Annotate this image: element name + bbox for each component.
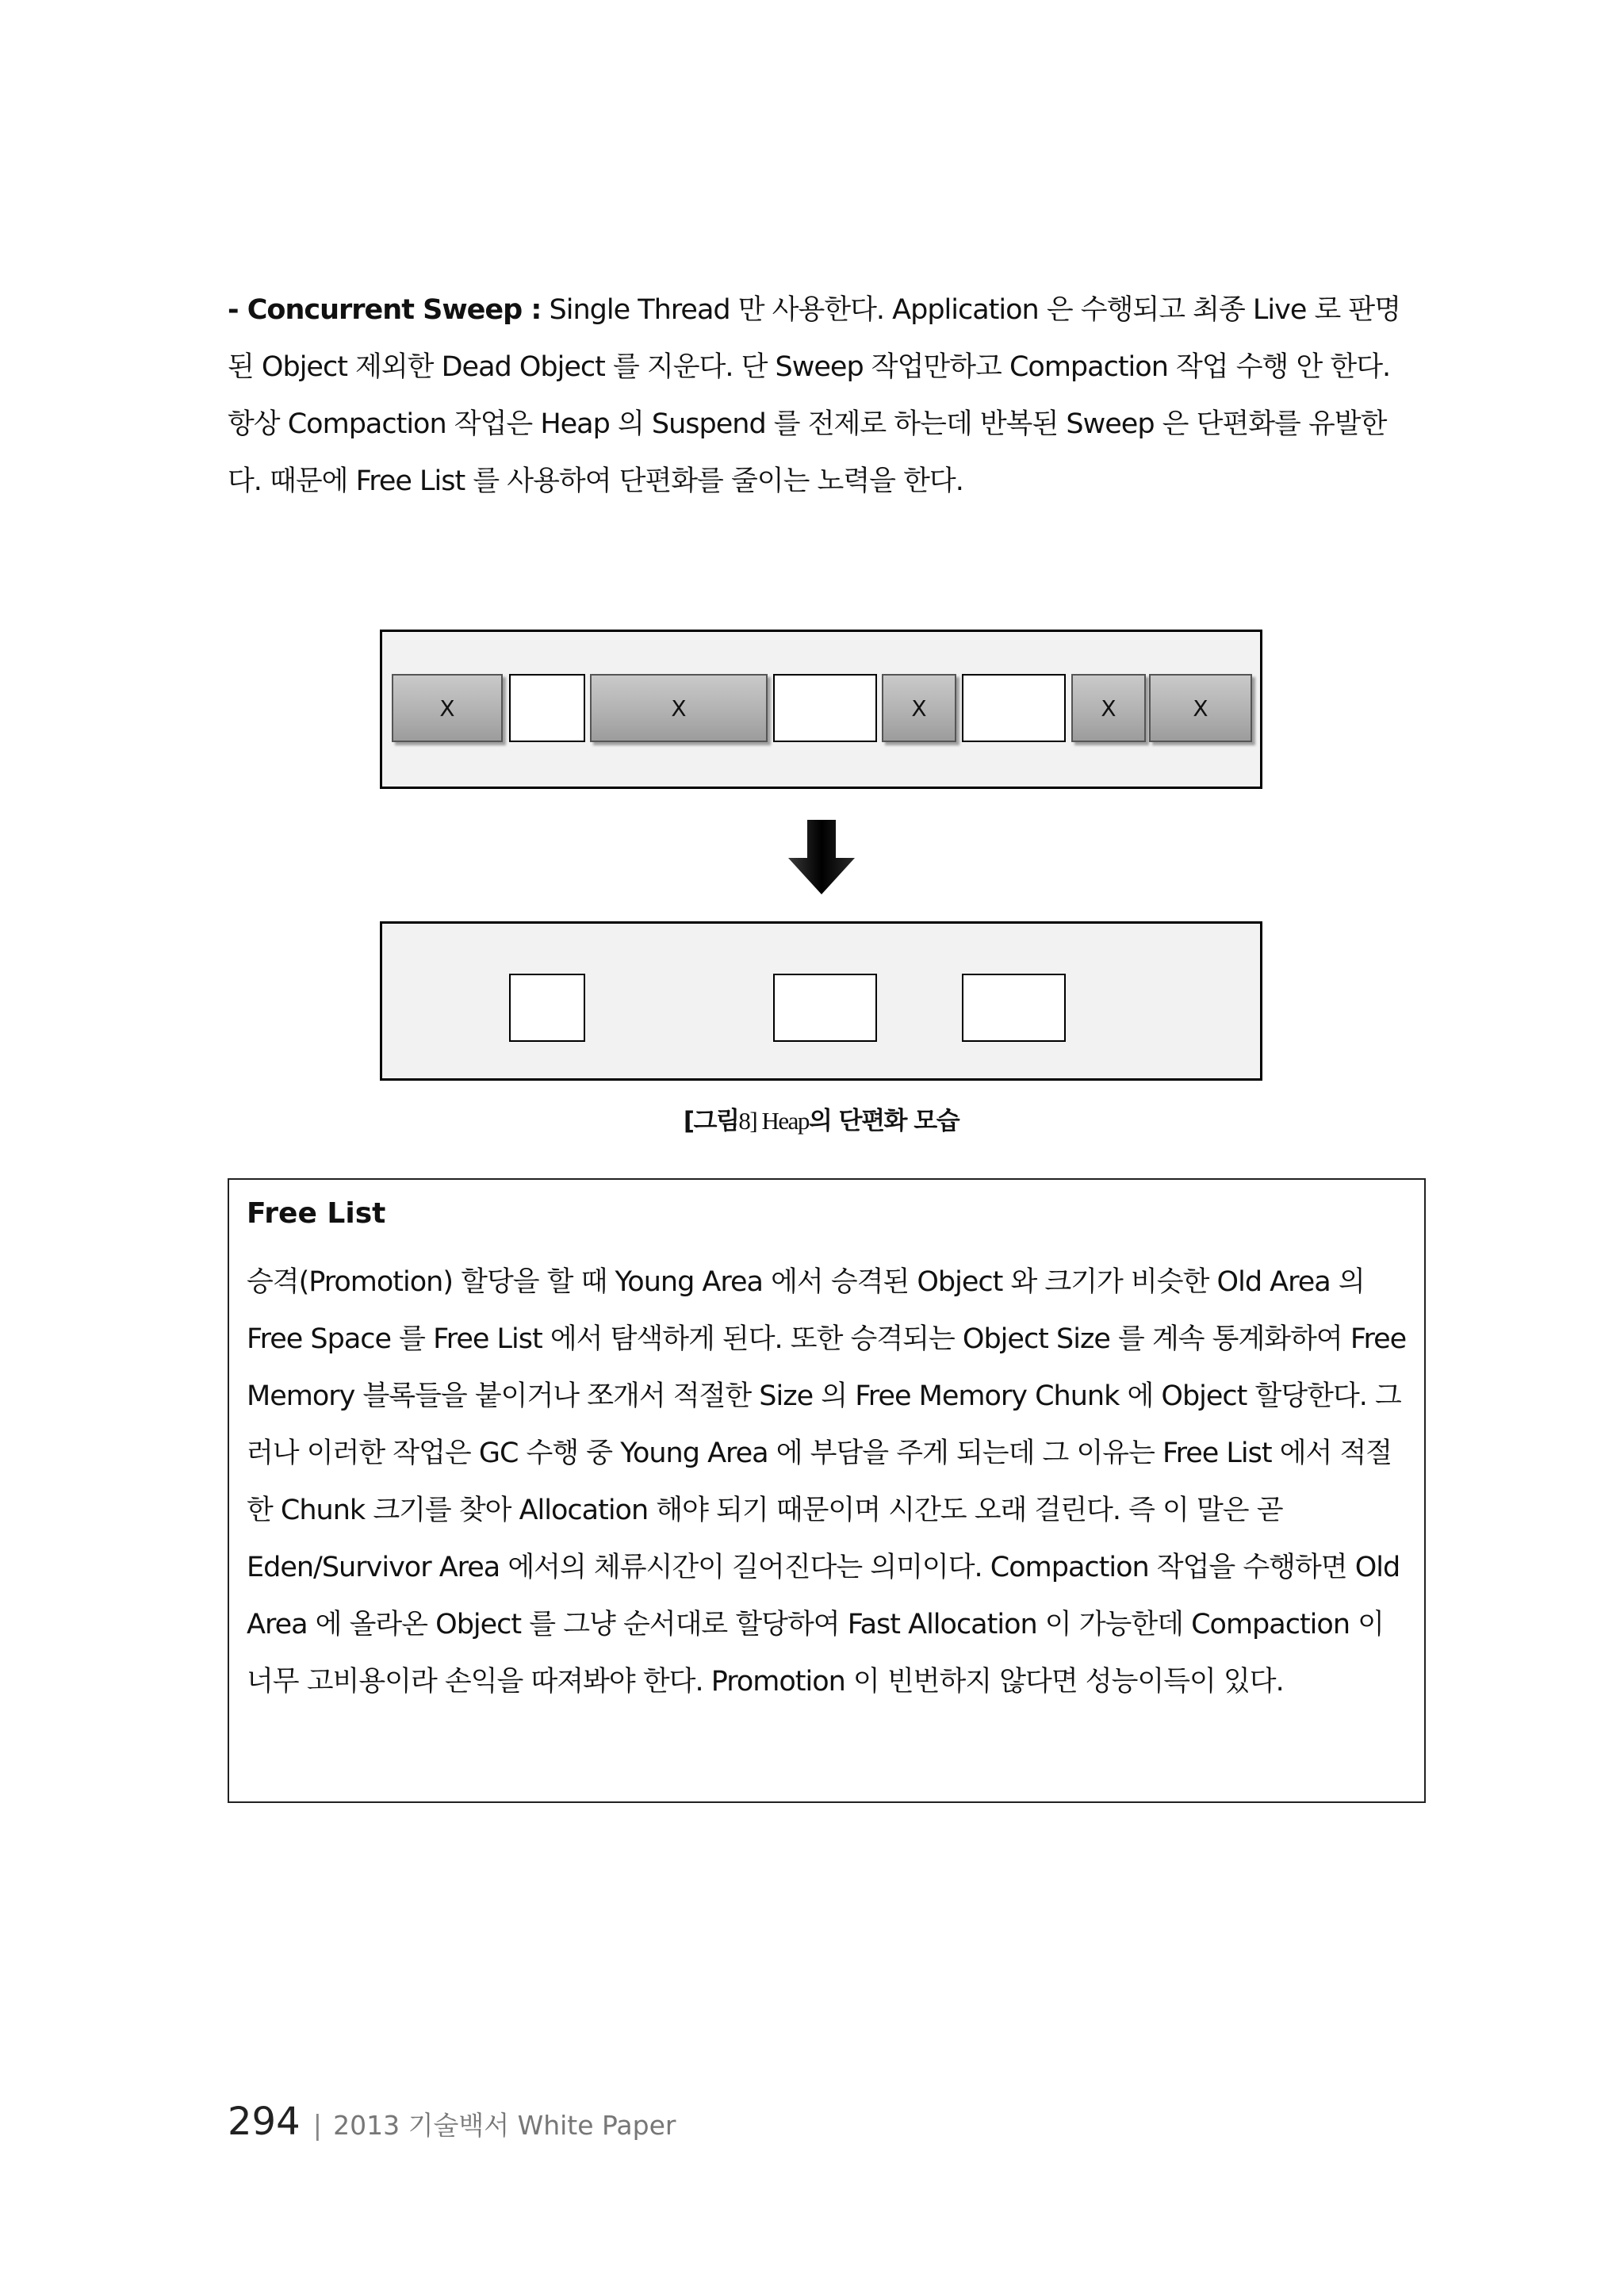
- heap-free-chunk: [509, 974, 585, 1042]
- free-list-body: 승격(Promotion) 할당을 할 때 Young Area 에서 승격된 Object 와 크기가 비슷한 Old Area 의 Free Space 를 Free List 에서 탐색하게 된다. 또한 승격되는 Object Size 를 계속 통계화하여 Free Memory 블록들을 붙이거나 쪼개서 적절한 Size 의 Free Memory Chunk 에 Object 할당한다. 그러나 이러한 작업은 GC 수행 중 Young Area 에 부담을 주게 되는데 그 이유는 Free List 에서 적절한 Chunk 크기를 찾아 Allocation 해야 되기 때문이며 시간도 오래 걸린다. 즉 이 말은 곧 Eden/Survivor Area 에서의 체류시간이 길어진다는 의미이다. Compaction 작업을 수행하면 Old Area 에 올라온 Object 를 그냥 순서대로 할당하여 Fast Allocation 이 가능한데 Compaction 이 너무 고비용이라 손익을 따져봐야 한다. Promotion 이 빈번하지 않다면 성능이득이 있다.: [247, 1266, 1407, 1698]
- figure-caption: [380, 1101, 1262, 1136]
- heap-block-used: X: [392, 674, 503, 742]
- footer-separator: |: [312, 2110, 323, 2142]
- page-number: 294: [228, 2100, 301, 2144]
- heap-block-used: X: [1149, 674, 1252, 742]
- heap-before-diagram: [380, 630, 1262, 789]
- heap-block-used: X: [1071, 674, 1146, 742]
- heap-free-chunk: [773, 974, 877, 1042]
- intro-lead: - Concurrent Sweep :: [228, 294, 542, 326]
- heap-after-diagram: [380, 921, 1262, 1081]
- intro-paragraph: [228, 281, 1409, 510]
- caption-number: 8] Heap: [738, 1107, 809, 1135]
- heap-block-free: [962, 674, 1066, 742]
- caption-prefix: [그림: [683, 1107, 739, 1135]
- heap-block-used: X: [882, 674, 956, 742]
- heap-block-used: X: [590, 674, 768, 742]
- caption-suffix: 의 단편화 모습: [808, 1107, 959, 1135]
- heap-block-free: [773, 674, 877, 742]
- heap-block-free: [509, 674, 585, 742]
- intro-text: Single Thread 만 사용한다. Application 은 수행되고 최종 Live 로 판명된 Object 제외한 Dead Object 를 지운다. 단 Sweep 작업만하고 Compaction 작업 수행 안 한다. 항상 Compaction 작업은 Heap 의 Suspend 를 전제로 하는데 반복된 Sweep 은 단편화를 유발한다. 때문에 Free List 를 사용하여 단편화를 줄이는 노력을 한다.: [228, 294, 1401, 497]
- down-arrow-icon: [787, 818, 856, 898]
- page-footer: [228, 2100, 676, 2144]
- free-list-box: [228, 1178, 1426, 1803]
- footer-title: 2013 기술백서 White Paper: [333, 2110, 676, 2141]
- heap-free-chunk: [962, 974, 1066, 1042]
- free-list-title: Free List: [247, 1197, 386, 1230]
